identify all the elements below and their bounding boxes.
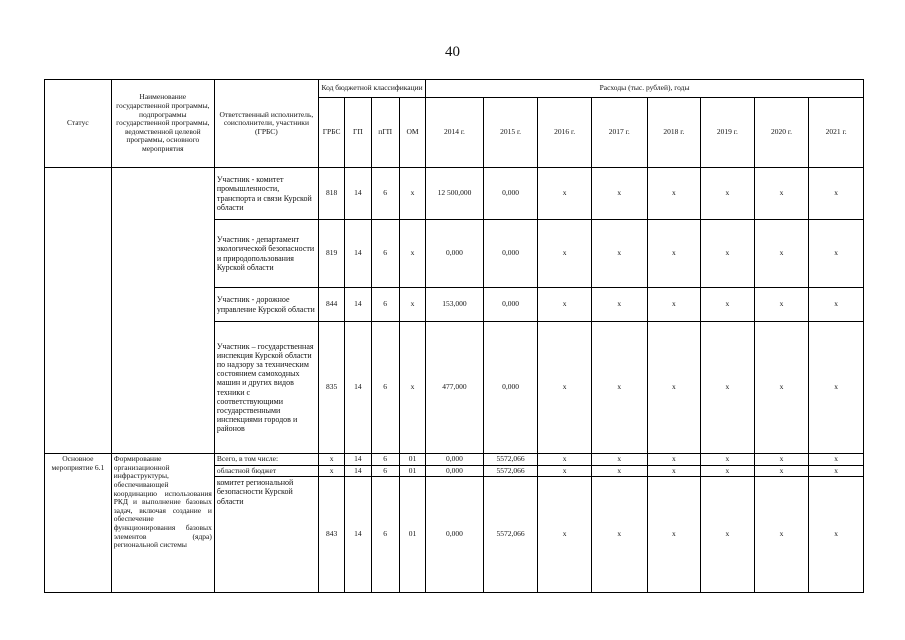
value-2015: 5572,066 bbox=[483, 477, 538, 593]
pgp-cell: 6 bbox=[371, 465, 399, 477]
value-2015: 0,000 bbox=[483, 168, 538, 220]
value-2019: x bbox=[701, 454, 755, 466]
value-2015: 5572,066 bbox=[483, 465, 538, 477]
value-2018: x bbox=[647, 465, 701, 477]
header-year-2020: 2020 г. bbox=[754, 98, 809, 168]
value-2019: x bbox=[701, 220, 755, 288]
value-2021: x bbox=[809, 288, 864, 322]
om-cell: x bbox=[399, 288, 425, 322]
value-2021: x bbox=[809, 220, 864, 288]
header-om: ОМ bbox=[399, 98, 425, 168]
table-row-total bbox=[45, 454, 864, 466]
pgp-cell: 6 bbox=[371, 477, 399, 593]
value-2020: x bbox=[754, 220, 809, 288]
value-2020: x bbox=[754, 477, 809, 593]
header-gp: ГП bbox=[345, 98, 371, 168]
value-2015: 0,000 bbox=[483, 322, 538, 454]
page-number: 40 bbox=[445, 44, 460, 60]
header-grbs: ГРБС bbox=[318, 98, 344, 168]
value-2016: x bbox=[538, 288, 592, 322]
value-2018: x bbox=[647, 220, 701, 288]
value-2014: 0,000 bbox=[426, 477, 484, 593]
value-2016: x bbox=[538, 322, 592, 454]
value-2018: x bbox=[647, 477, 701, 593]
value-2017: x bbox=[591, 168, 647, 220]
value-2017: x bbox=[591, 465, 647, 477]
value-2014: 12 500,000 bbox=[426, 168, 484, 220]
header-year-2018: 2018 г. bbox=[647, 98, 701, 168]
value-2016: x bbox=[538, 477, 592, 593]
grbs-cell: 835 bbox=[318, 322, 344, 454]
header-pgp: пГП bbox=[371, 98, 399, 168]
om-cell: 01 bbox=[399, 465, 425, 477]
value-2019: x bbox=[701, 288, 755, 322]
status-cell-empty bbox=[45, 168, 112, 454]
header-status: Статус bbox=[45, 80, 112, 168]
value-2015: 5572,066 bbox=[483, 454, 538, 466]
header-year-2014: 2014 г. bbox=[426, 98, 484, 168]
participant-cell: Участник - дорожное управление Курской области bbox=[214, 288, 318, 322]
pgp-cell: 6 bbox=[371, 322, 399, 454]
grbs-cell: 843 bbox=[318, 477, 344, 593]
committee-label: комитет региональной безопасности Курской области bbox=[214, 477, 318, 593]
header-year-2016: 2016 г. bbox=[538, 98, 592, 168]
grbs-cell: x bbox=[318, 454, 344, 466]
total-label: Всего, в том числе: bbox=[214, 454, 318, 466]
value-2014: 477,000 bbox=[426, 322, 484, 454]
value-2017: x bbox=[591, 454, 647, 466]
value-2018: x bbox=[647, 322, 701, 454]
value-2014: 0,000 bbox=[426, 454, 484, 466]
header-year-2015: 2015 г. bbox=[483, 98, 538, 168]
value-2015: 0,000 bbox=[483, 220, 538, 288]
event-status: Основное мероприятие 6.1 bbox=[45, 454, 112, 593]
value-2019: x bbox=[701, 477, 755, 593]
pgp-cell: 6 bbox=[371, 288, 399, 322]
value-2017: x bbox=[591, 220, 647, 288]
gp-cell: 14 bbox=[345, 220, 371, 288]
header-year-2021: 2021 г. bbox=[809, 98, 864, 168]
value-2020: x bbox=[754, 288, 809, 322]
value-2021: x bbox=[809, 322, 864, 454]
value-2018: x bbox=[647, 288, 701, 322]
value-2019: x bbox=[701, 465, 755, 477]
value-2017: x bbox=[591, 288, 647, 322]
value-2014: 0,000 bbox=[426, 220, 484, 288]
header-name: Наименование государственной программы, подпрограммы государственной программы, ведомственной целевой программы, основного мероприятия bbox=[111, 80, 214, 168]
name-cell-empty bbox=[111, 168, 214, 454]
value-2021: x bbox=[809, 168, 864, 220]
om-cell: x bbox=[399, 220, 425, 288]
value-2017: x bbox=[591, 477, 647, 593]
value-2014: 0,000 bbox=[426, 465, 484, 477]
grbs-cell: x bbox=[318, 465, 344, 477]
grbs-cell: 844 bbox=[318, 288, 344, 322]
value-2018: x bbox=[647, 454, 701, 466]
om-cell: 01 bbox=[399, 477, 425, 593]
event-name: Формирование организационной инфраструктуры, обеспечивающей координацию использования РКД и выполнение базовых задач, включая создание и обеспечение функционирования базовых элементов (ядра) региональной системы bbox=[111, 454, 214, 593]
gp-cell: 14 bbox=[345, 477, 371, 593]
value-2020: x bbox=[754, 465, 809, 477]
header-responsible: Ответственный исполнитель, соисполнители, участники (ГРБС) bbox=[214, 80, 318, 168]
gp-cell: 14 bbox=[345, 288, 371, 322]
pgp-cell: 6 bbox=[371, 220, 399, 288]
value-2021: x bbox=[809, 465, 864, 477]
header-expenses: Расходы (тыс. рублей), годы bbox=[426, 80, 864, 98]
value-2020: x bbox=[754, 322, 809, 454]
participant-cell: Участник – государственная инспекция Курской области по надзору за техническим состоянием самоходных машин и других видов техники с соответствующими государственными инспекциями городов и районов bbox=[214, 322, 318, 454]
value-2015: 0,000 bbox=[483, 288, 538, 322]
om-cell: 01 bbox=[399, 454, 425, 466]
grbs-cell: 818 bbox=[318, 168, 344, 220]
gp-cell: 14 bbox=[345, 454, 371, 466]
value-2016: x bbox=[538, 454, 592, 466]
budget-table bbox=[44, 79, 864, 593]
header-budget-code: Код бюджетной классификации bbox=[318, 80, 425, 98]
value-2017: x bbox=[591, 322, 647, 454]
gp-cell: 14 bbox=[345, 465, 371, 477]
participant-cell: Участник - комитет промышленности, транспорта и связи Курской области bbox=[214, 168, 318, 220]
table-row bbox=[45, 168, 864, 220]
value-2016: x bbox=[538, 168, 592, 220]
value-2016: x bbox=[538, 220, 592, 288]
gp-cell: 14 bbox=[345, 322, 371, 454]
value-2014: 153,000 bbox=[426, 288, 484, 322]
value-2020: x bbox=[754, 454, 809, 466]
header-year-2017: 2017 г. bbox=[591, 98, 647, 168]
value-2021: x bbox=[809, 454, 864, 466]
participant-cell: Участник - департамент экологической безопасности и природопользования Курской области bbox=[214, 220, 318, 288]
om-cell: x bbox=[399, 168, 425, 220]
om-cell: x bbox=[399, 322, 425, 454]
regional-budget-label: областной бюджет bbox=[214, 465, 318, 477]
value-2021: x bbox=[809, 477, 864, 593]
grbs-cell: 819 bbox=[318, 220, 344, 288]
value-2020: x bbox=[754, 168, 809, 220]
pgp-cell: 6 bbox=[371, 454, 399, 466]
header-year-2019: 2019 г. bbox=[701, 98, 755, 168]
value-2016: x bbox=[538, 465, 592, 477]
pgp-cell: 6 bbox=[371, 168, 399, 220]
value-2019: x bbox=[701, 322, 755, 454]
value-2018: x bbox=[647, 168, 701, 220]
header-row-1 bbox=[45, 80, 864, 98]
value-2019: x bbox=[701, 168, 755, 220]
gp-cell: 14 bbox=[345, 168, 371, 220]
